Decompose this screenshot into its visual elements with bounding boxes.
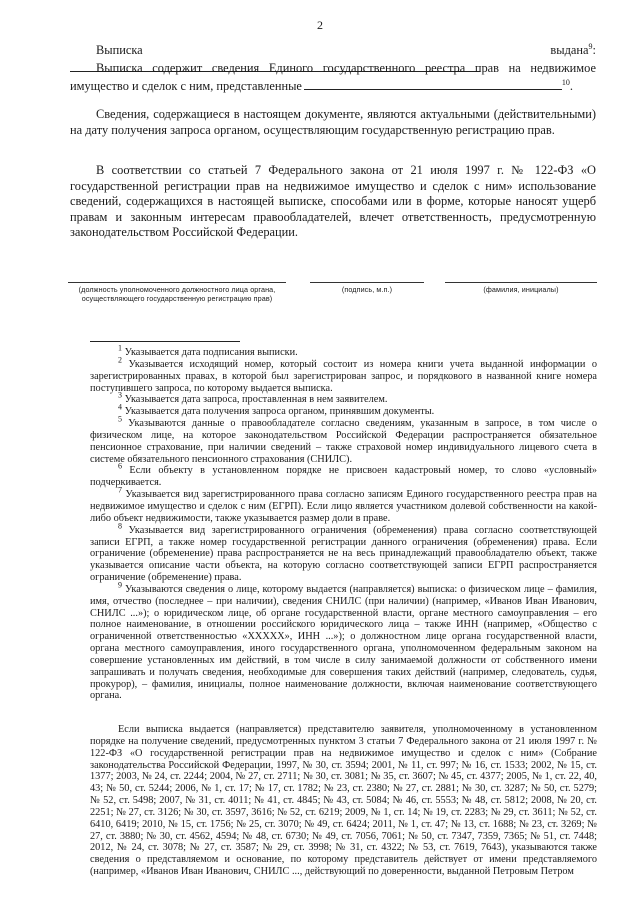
footnote-text: Указываются сведения о лице, которому выдается (направляется) выписка: о физическом лице – фамилия, имя, отчество (последнее – при наличии), сведения СНИЛС (при наличии) (например, «Иванов Иван Иванович, СНИЛС ...»); о юридическом лице, об органе государственной власти, органе местного самоуправления – его полное наименование, в отношении российского юридического лица – также ИНН (например, «Общество с ограниченной ответственностью «ХХХХХ», ИНН ...»); о должностном лице органа государственной власти, органа местного самоуправления, иного государственного органа, уполномоченном федеральным законом на совершение установленных им действий, в том числе в силу занимаемой должности от собственного имени запрашивать и получать сведения, необходимые для совершения таких действий (например, следователь, судья, прокурор), – фамилия, инициалы, полное наименование должности, включая наименование соответствующего органа.	[90, 583, 597, 702]
footnote	[90, 402, 597, 418]
continuation-paragraph	[90, 724, 597, 878]
law-text: В соответствии со статьей 7 Федерального закона от 21 июля 1997 г. № 122-ФЗ «О государственной регистрации прав на недвижимое имущество и сделок с ним» использование сведений, содержащихся в настоящей выписке, способами или в форме, которые наносят ущерб правам и законным интересам правообладателей, влечет ответственность, предусмотренную законодательством Российской Федерации.	[70, 163, 596, 240]
signature-caption: (подпись, м.п.)	[341, 285, 393, 294]
footnote-number: 5	[118, 414, 122, 424]
footnote-text: Указывается дата подписания выписки.	[124, 347, 298, 358]
contains-paragraph: Выписка содержит сведения Единого государственного реестра прав на недвижимое имущество и сделок с ним, представленные $^{10}$.	[70, 61, 596, 93]
footnote-text: Указывается вид зарегистрированного ограничения (обременения) права согласно соответствующей записи ЕГРП, а также номер государственной регистрации данного ограничения (обременения) права. Если ограничение (обременение) права распространяется не на весь принадлежащий правообладателю объект, также указывается описание части объекта, на которую согласно соответствующей записи ЕГРП распространяется ограничение (обременение) права.	[90, 524, 597, 584]
continuation-text: Если выписка выдается (направляется) представителю заявителя, уполномоченному в установленном порядке на получение сведений, предусмотренных пунктом 3 статьи 7 Федерального закона от 21 июля 1997 г. № 122-ФЗ «О государственной регистрации прав на недвижимое имущество и сделок с ним» (Собрание законодательства Российской Федерации, 1997, № 30, ст. 3594; 2001, № 11, ст. 997; № 16, ст. 1533; 2002, № 15, ст. 1377; 2003, № 24, ст. 2244; 2004, № 27, ст. 2711; № 30, ст. 3081; № 35, ст. 3607; № 45, ст. 4377; 2005, № 1, ст. 22, 40, 43; № 50, ст. 5244; 2006, № 1, ст. 17; № 17, ст. 1782; № 23, ст. 2380; № 27, ст. 2881; № 30, ст. 3287; № 50, ст. 5279; № 52, ст. 5498; 2007, № 31, ст. 4011; № 41, ст. 4845; № 43, ст. 5084; № 46, ст. 5553; № 48, ст. 5812; 2008, № 20, ст. 2251; № 27, ст. 3126; № 30, ст. 3597, 3616; № 52, ст. 6219; 2009, № 1, ст. 14; № 19, ст. 2283; № 29, ст. 3611; № 52, ст. 6410, 6419; 2010, № 15, ст. 1756; № 25, ст. 3070; № 49, ст. 6424; 2011, № 1, ст. 47; № 13, ст. 1688; № 23, ст. 3269; № 27, ст. 3880; № 30, ст. 4562, 4594; № 48, ст. 6730; № 49, ст. 7056, 7061; № 50, ст. 7347, 7359, 7365; № 51, ст. 7448; 2012, № 24, ст. 3078; № 27, ст. 3587; № 29, ст. 3998; № 31, ст. 4322; № 53, ст. 7619, 7643), указываются также сведения о представляемом и основание, по которому представитель действует от имени представляемого (например, «Иванов Иван Иванович, СНИЛС ..., действующий по доверенности, выданной Петровым Петром	[90, 724, 597, 878]
issued-to-footnote-ref: 9	[588, 41, 593, 51]
contains-blank	[304, 77, 562, 90]
name-caption: (фамилия, инициалы)	[483, 285, 559, 294]
footnote	[90, 414, 597, 465]
footnotes	[90, 343, 598, 702]
name-line	[445, 282, 597, 283]
footnote	[90, 343, 597, 359]
footnote-number: 9	[118, 580, 122, 590]
footnote	[90, 485, 597, 525]
footnote	[90, 462, 597, 489]
issued-to-line: Выписка выдана$^9$:	[70, 43, 596, 76]
position-line	[68, 282, 286, 283]
footnote-number: 7	[118, 485, 122, 495]
position-caption: (должность уполномоченного должностного лица органа, осуществляющего государственную регистрацию прав)	[78, 285, 276, 303]
footnote-text: Если объекту в установленном порядке не присвоен кадастровый номер, то слово «условный» подчеркивается.	[90, 465, 597, 489]
actuality-text: Сведения, содержащиеся в настоящем документе, являются актуальными (действительными) на дату получения запроса органом, осуществляющим государственную регистрацию прав.	[70, 107, 596, 137]
footnote-separator	[90, 341, 240, 342]
footnote	[90, 390, 597, 406]
footnote-text: Указывается исходящий номер, который состоит из номера книги учета выданной информации о зарегистрированных правах, в которой был зарегистрирован запрос, и порядкового в названной книге номера поступившего запроса, по которому выдается выписка.	[90, 358, 598, 394]
footnote-number: 3	[118, 390, 122, 400]
footnote-number: 8	[118, 521, 122, 531]
actuality-paragraph	[70, 107, 596, 138]
contains-footnote-ref: 10	[561, 77, 570, 87]
footnote-number: 6	[118, 462, 122, 472]
law-paragraph	[70, 163, 596, 241]
contains-text: Выписка содержит сведения Единого государственного реестра прав на недвижимое имущество и сделок с ним, представленные	[70, 61, 596, 93]
footnote-number: 2	[118, 355, 122, 365]
issued-to-label: Выписка выдана	[96, 43, 589, 57]
footnote	[90, 521, 597, 584]
footnote	[90, 355, 598, 395]
footnote-number: 1	[118, 343, 122, 353]
footnote-text: Указывается вид зарегистрированного права согласно записям Единого государственного реестра прав на недвижимое имущество и сделок с ним (ЕГРП). Если лицо является участником долевой собственности на какой-либо объект недвижимости, также указывается размер доли в праве.	[90, 489, 597, 524]
footnote-text: Указывается дата получения запроса органом, принявшим документы.	[124, 406, 435, 418]
footnote-text: Указываются данные о правообладателе согласно сведениям, указанным в запросе, в том числе о физическом лице, на которое законодательством Российской Федерации распространяется обязательное пенсионное страхование, при наличии сведений – также страховой номер индивидуального лицевого счета в системе обязательного пенсионного страхования (СНИЛС).	[90, 418, 597, 465]
signature-line	[310, 282, 424, 283]
page-number: 2	[317, 18, 323, 32]
footnote-text: Указывается дата запроса, проставленная в нем заявителем.	[124, 394, 388, 406]
footnote	[90, 580, 597, 702]
footnote-number: 4	[118, 402, 122, 412]
